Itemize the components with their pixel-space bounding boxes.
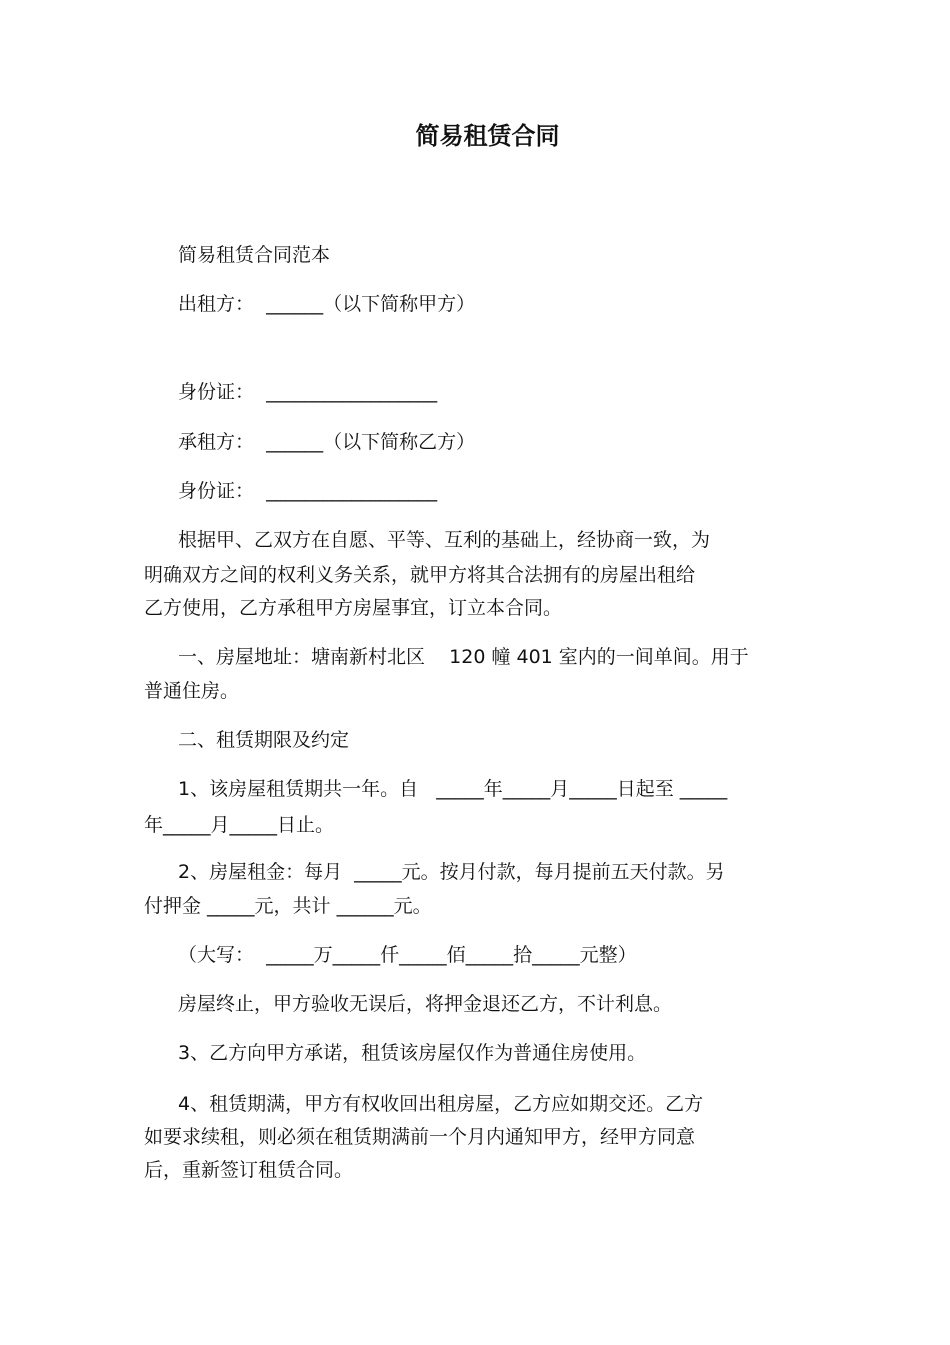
intro-line-2: 明确双方之间的权利义务关系，就甲方将其合法拥有的房屋出租给 [144,564,696,586]
item4-line-1: 4、租赁期满，甲方有权收回出租房屋，乙方应如期交还。乙方 [178,1093,704,1115]
item2-line-1: 2、房屋租金：每月 _____元。按月付款，每月提前五天付款。另 [178,861,725,883]
item2-capital-amount: （大写： _____万_____仟_____佰_____拾_____元整） [178,944,637,966]
item4-line-2: 如要求续租，则必须在租赁期满前一个月内通知甲方，经甲方同意 [144,1126,696,1148]
document-title: 简易租赁合同 [415,122,560,150]
contract-heading: 简易租赁合同范本 [178,244,331,266]
section2-title: 二、租赁期限及约定 [178,729,350,751]
lessor-id-line: 身份证： __________________ [178,381,438,403]
lessee-line: 承租方： ______（以下简称乙方） [178,431,476,453]
item3-line: 3、乙方向甲方承诺，租赁该房屋仅作为普通住房使用。 [178,1042,647,1064]
lessee-id-line: 身份证： __________________ [178,480,438,502]
section1-line-1: 一、房屋地址：塘南新村北区 120 幢 401 室内的一间单间。用于 [178,646,749,668]
item2-line-2: 付押金 _____元，共计 ______元。 [144,895,432,917]
intro-line-3: 乙方使用，乙方承租甲方房屋事宜，订立本合同。 [144,597,563,619]
intro-line-1: 根据甲、乙双方在自愿、平等、互利的基础上，经协商一致，为 [178,529,711,551]
item4-line-3: 后，重新签订租赁合同。 [144,1159,354,1181]
section1-line-2: 普通住房。 [144,680,240,702]
item2-deposit-note: 房屋终止，甲方验收无误后，将押金退还乙方，不计利息。 [178,993,673,1015]
item1-line-1: 1、该房屋租赁期共一年。自 _____年_____月_____日起至 _____ [178,778,728,800]
lessor-line: 出租方： ______（以下简称甲方） [178,293,476,315]
item1-line-2: 年_____月_____日止。 [144,814,335,836]
